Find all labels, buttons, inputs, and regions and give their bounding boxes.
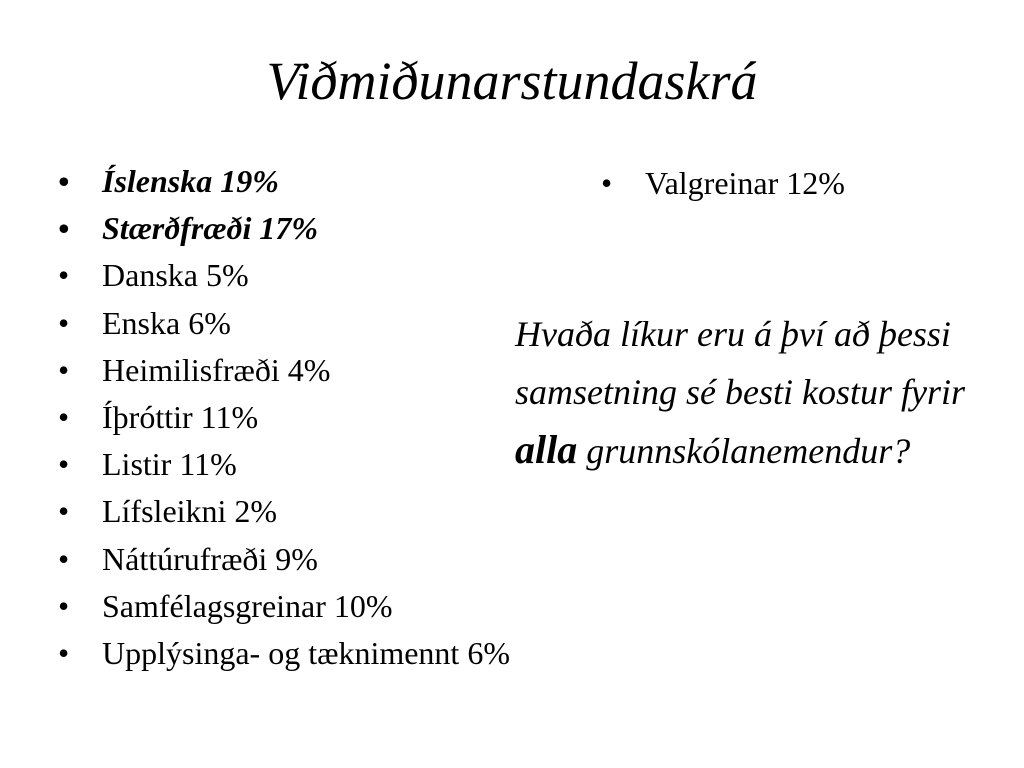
elective-item <box>601 160 845 207</box>
subject-label: Heimilisfræði 4% <box>102 351 331 388</box>
subject-label: Íþróttir 11% <box>102 398 259 435</box>
subject-label: Lífsleikni 2% <box>102 493 278 530</box>
subject-label: Enska 6% <box>102 304 231 341</box>
subject-item <box>58 630 510 677</box>
bullet: • <box>58 540 70 577</box>
bullet: • <box>58 210 70 247</box>
bullet: • <box>58 351 70 388</box>
subject-item <box>58 205 510 252</box>
elective-label: Valgreinar 12% <box>645 165 845 201</box>
subject-label: Náttúrufræði 9% <box>102 540 318 577</box>
question-after: grunnskólanemendur? <box>577 431 911 471</box>
question-text <box>515 305 985 480</box>
subject-label: Samfélagsgreinar 10% <box>102 587 393 624</box>
subject-label: Listir 11% <box>102 446 237 483</box>
subject-list <box>58 158 510 677</box>
slide-title: Viðmiðunarstundaskrá <box>266 51 758 111</box>
bullet: • <box>58 304 70 341</box>
subject-item <box>58 394 510 441</box>
bullet: • <box>58 634 70 671</box>
bullet: • <box>601 165 613 201</box>
subject-item <box>58 441 510 488</box>
question-emphasis: alla <box>515 427 578 472</box>
bullet: • <box>58 257 70 294</box>
bullet: • <box>58 587 70 624</box>
subject-item <box>58 536 510 583</box>
subject-item <box>58 300 510 347</box>
elective-list <box>601 160 845 207</box>
subject-label: Íslenska 19% <box>102 163 279 199</box>
bullet: • <box>58 398 70 435</box>
subject-item <box>58 488 510 535</box>
subject-label: Danska 5% <box>102 257 249 294</box>
subject-item <box>58 583 510 630</box>
bullet: • <box>58 446 70 483</box>
question-before: Hvaða líkur eru á því að þessi samsetning sé besti kostur fyrir <box>515 314 965 412</box>
subject-item <box>58 252 510 299</box>
subject-item <box>58 158 510 205</box>
subject-item <box>58 347 510 394</box>
bullet: • <box>58 493 70 530</box>
subject-label: Stærðfræði 17% <box>102 210 319 247</box>
bullet: • <box>58 163 70 199</box>
subject-label: Upplýsinga- og tæknimennt 6% <box>102 634 510 671</box>
